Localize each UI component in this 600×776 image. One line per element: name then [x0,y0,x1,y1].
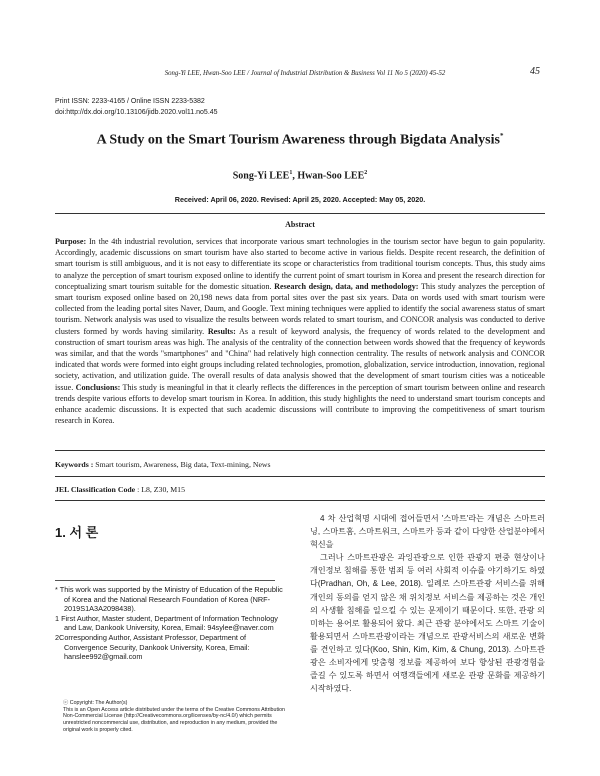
title-footnote-mark: * [499,132,504,140]
author-line [40,170,560,181]
footnote-rule [55,580,275,581]
author-1-mark: 1 [289,170,293,176]
body-column [310,512,545,695]
section-heading: 1. 서 론 [55,525,99,540]
conclusions-text: This study is meaningful in that it clearly reflects the differences in the perception of smart tourism between online and research trends despite various efforts to develop smart tourism in Korea. In addition, this study highlights the need to understand smart tourism concepts and enhance academic discussions. It is expected that such academic discussions will contribute to improving the competitiveness of smart tourism research in Korea. [55,382,545,426]
author-2: Hwan-Soo LEE [297,170,365,182]
abstract-bottom-rule [55,450,545,451]
results-label: Results: [207,326,236,336]
keywords-text: Smart tourism, Awareness, Big data, Text-mining, News [93,460,271,469]
copyright-block [55,700,290,734]
design-label: Research design, data, and methodology: [274,281,419,291]
issn-block [55,97,218,118]
abstract-body [55,236,545,426]
footnotes [55,585,290,662]
author-1: Song-Yi LEE [232,170,290,182]
footnote-author-2: 2Corresponding Author, Assistant Professor, Department of Convergence Security, Dankook University, Korea, Email: hanslee992@gmail.com [55,632,250,662]
conclusions-label: Conclusions: [75,382,121,392]
keywords-rule [55,476,545,477]
design-text: This study analyzes the perception of smart tourism exposed online based on 20,198 news data from portal sites over the past six years. Data on words used with smart tourism were collected from the leading portal sites Naver, Daum, and Google. Text mining techniques were applied to identify the social awareness status of smart tourism. Network analysis was used to visualize the results between words related to smart tourism, and CONCOR analysis was conducted to derive clusters formed by words having similarity. [55,281,545,336]
paper-title-text: A Study on the Smart Tourism Awareness through Bigdata Analysis [96,132,500,148]
doi-line: doi:http://dx.doi.org/10.13106/jidb.2020.vol11.no5.45 [55,108,218,116]
keywords-label: Keywords : [55,460,94,469]
results-text: As a result of keyword analysis, the frequency of words related to the development and construction of smart tourism areas was high. The analysis of the centrality of the connection between words showed that the frequency of keywords was similar, and that the words "smartphones" and "China" had relatively high connection centrality. The results of network analysis and CONCOR indicated that words were formed into eight groups including related technologies, promotion, globalization, service introduction, innovation, regional society, activation, and utilization guide. The overall results of data analysis showed that the development of smart tourism cities was a noticeable issue. [55,326,545,392]
jel-rule [55,500,545,501]
running-head: Song-Yi LEE, Hwan-Soo LEE / Journal of Industrial Distribution & Business Vol 11 No 5 (2020) 45-52 [164,70,446,77]
purpose-text: In the 4th industrial revolution, services that incorporate various smart technologies in the tourism sector have begun to gain popularity. Accordingly, academic discussions on smart tourism have also started to become active in various fields. Despite recent research, the definition of smart tourism is still ambiguous, and it is not easy to differentiate its scope or characteristics from traditional tourism concepts. Thus, this study aims to analyze the perception of smart tourism exposed online to identify the current point of smart tourism in Korea and present the research direction for conceptualizing smart tourism suitable for the domestic situation. [55,237,545,291]
jel-line [55,485,545,494]
issn-line: Print ISSN: 2233-4165 / Online ISSN 2233-5382 [55,98,205,105]
submission-dates: Received: April 06, 2020. Revised: April 25, 2020. Accepted: May 05, 2020. [174,195,426,204]
keywords-line [55,460,545,469]
jel-text: : L8, Z30, M15 [135,485,185,494]
abstract-heading: Abstract [285,220,315,229]
body-paragraph-1: 4 차 산업혁명 시대에 접어들면서 '스마트'라는 개념은 스마트러닝, 스마트홈, 스마트워크, 스마트카 등과 같이 다양한 산업분야에서 혁신을 [310,514,545,550]
purpose-label: Purpose: [55,237,87,246]
author-separator: , [292,170,298,182]
page-number: 45 [530,66,540,77]
abstract-top-rule [55,213,545,214]
paper-title [40,132,560,149]
footnote-author-1: 1 First Author, Master student, Department of Information Technology and Law, Dankook University, Korea, Email: 94sylee@naver.com [55,613,278,633]
footnote-funding: * This work was supported by the Ministry of Education of the Republic of Korea and the National Research Foundation of Korea (NRF-2019S1A3A2098438). [55,585,283,614]
license-text: This is an Open Access article distributed under the terms of the Creative Commons Attribution Non-Commercial License (http://Creativecommons.org/licenses/by-nc/4.0/) which permits unrestricted noncommercial use, distribution, and reproduction in any medium, provided the original work is properly cited. [63,706,285,733]
jel-label: JEL Classification Code [55,485,136,494]
copyright-line: ⓒ Copyright: The Author(s) [63,700,128,706]
author-2-mark: 2 [364,170,368,176]
body-paragraph-2: 그러나 스마트관광은 과잉관광으로 인한 관광지 편중 현상이나 개인정보 침해를 통한 범죄 등 여러 사회적 이슈를 야기하기도 하였다(Pradhan, Oh, & Lee, 2018). 일례로 스마트관광 서비스를 위해 개인의 동의를 얻지 않은 채 위치정보 서비스를 제공하는 것은 개인의 사생활 침해를 일으킬 수 있는 문제이기 때문이다. 또한, 관광 의미하는 용어로 활용되어 왔다. 최근 관광 분야에서도 스마트 기술이 활용되면서 스마트관광이라는 개념으로 관광서비스의 새로운 변화를 견인하고 있다(Koo, Shin, Kim, Kim, & Chung, 2013). 스마트관광은 소비자에게 맞춤형 정보를 제공하여 보다 향상된 관광경험을 즐길 수 있도록 하면서 여행객들에게 새로운 관광 문화를 제공하기 시작하였다. [310,553,545,694]
